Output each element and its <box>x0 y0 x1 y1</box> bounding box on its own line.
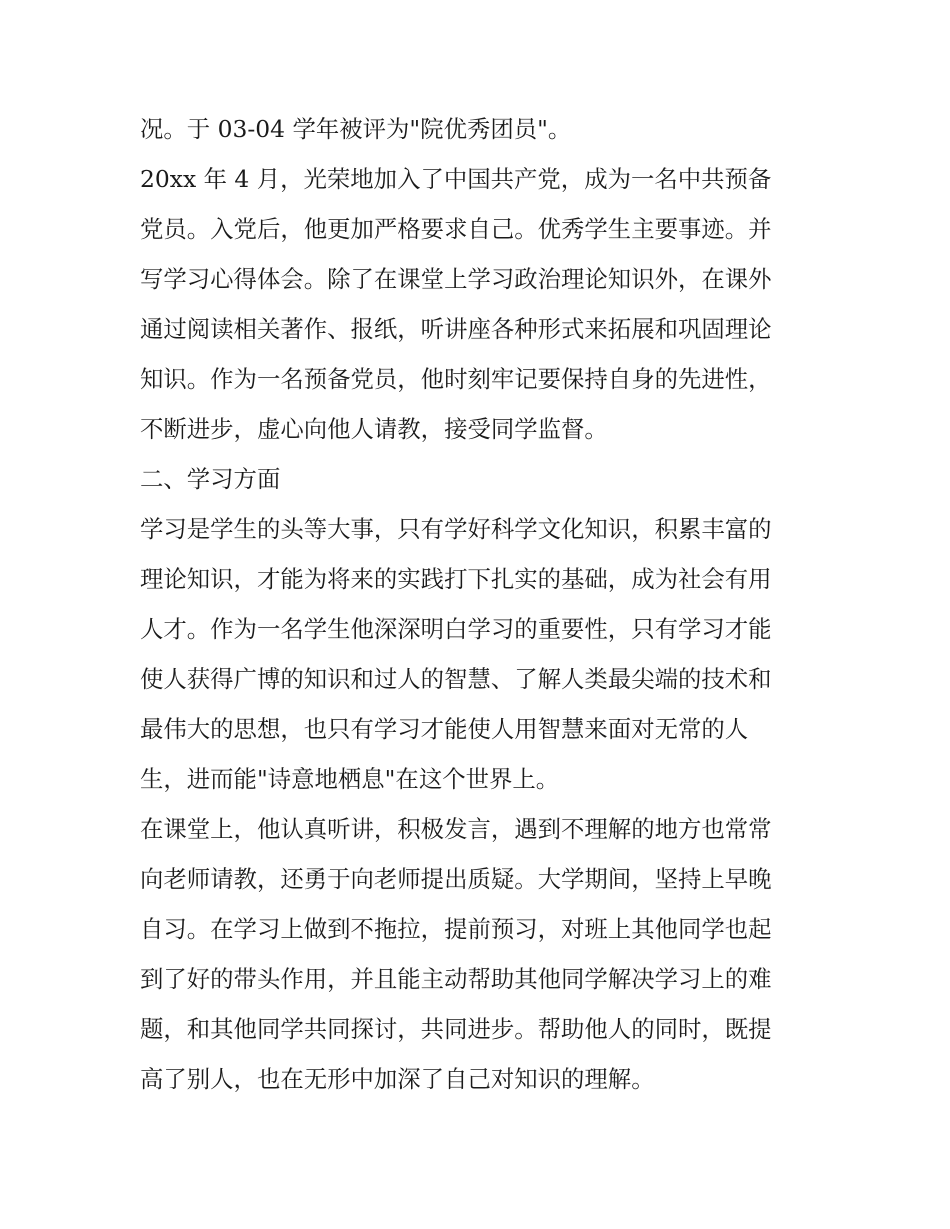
text-line: 在课堂上，他认真听讲，积极发言，遇到不理解的地方也常常 <box>140 815 772 843</box>
text-line: 自习。在学习上做到不拖拉，提前预习，对班上其他同学也起 <box>140 915 772 943</box>
text-line: 使人获得广博的知识和过人的智慧、了解人类最尖端的技术和 <box>140 665 772 693</box>
text-line: 理论知识，才能为将来的实践打下扎实的基础，成为社会有用 <box>140 565 772 593</box>
text-line: 人才。作为一名学生他深深明白学习的重要性，只有学习才能 <box>140 615 772 643</box>
text-line: 高了别人，也在无形中加深了自己对知识的理解。 <box>140 1065 655 1093</box>
text-line: 20xx 年 4 月，光荣地加入了中国共产党，成为一名中共预备 <box>140 165 772 193</box>
text-line: 题，和其他同学共同探讨，共同进步。帮助他人的同时，既提 <box>140 1015 772 1043</box>
section-heading: 二、学习方面 <box>140 465 281 493</box>
text-line: 最伟大的思想，也只有学习才能使人用智慧来面对无常的人 <box>140 715 749 743</box>
text-line: 通过阅读相关著作、报纸，听讲座各种形式来拓展和巩固理论 <box>140 315 772 343</box>
text-line: 况。于 03-04 学年被评为"院优秀团员"。 <box>140 115 572 143</box>
text-line: 向老师请教，还勇于向老师提出质疑。大学期间，坚持上早晚 <box>140 865 772 893</box>
text-line: 到了好的带头作用，并且能主动帮助其他同学解决学习上的难 <box>140 965 772 993</box>
text-line: 知识。作为一名预备党员，他时刻牢记要保持自身的先进性， <box>140 365 772 393</box>
text-line: 写学习心得体会。除了在课堂上学习政治理论知识外，在课外 <box>140 265 772 293</box>
text-line: 不断进步，虚心向他人请教，接受同学监督。 <box>140 415 608 443</box>
text-line: 生，进而能"诗意地栖息"在这个世界上。 <box>140 765 560 793</box>
text-line: 党员。入党后，他更加严格要求自己。优秀学生主要事迹。并 <box>140 215 772 243</box>
text-line: 学习是学生的头等大事，只有学好科学文化知识，积累丰富的 <box>140 515 772 543</box>
